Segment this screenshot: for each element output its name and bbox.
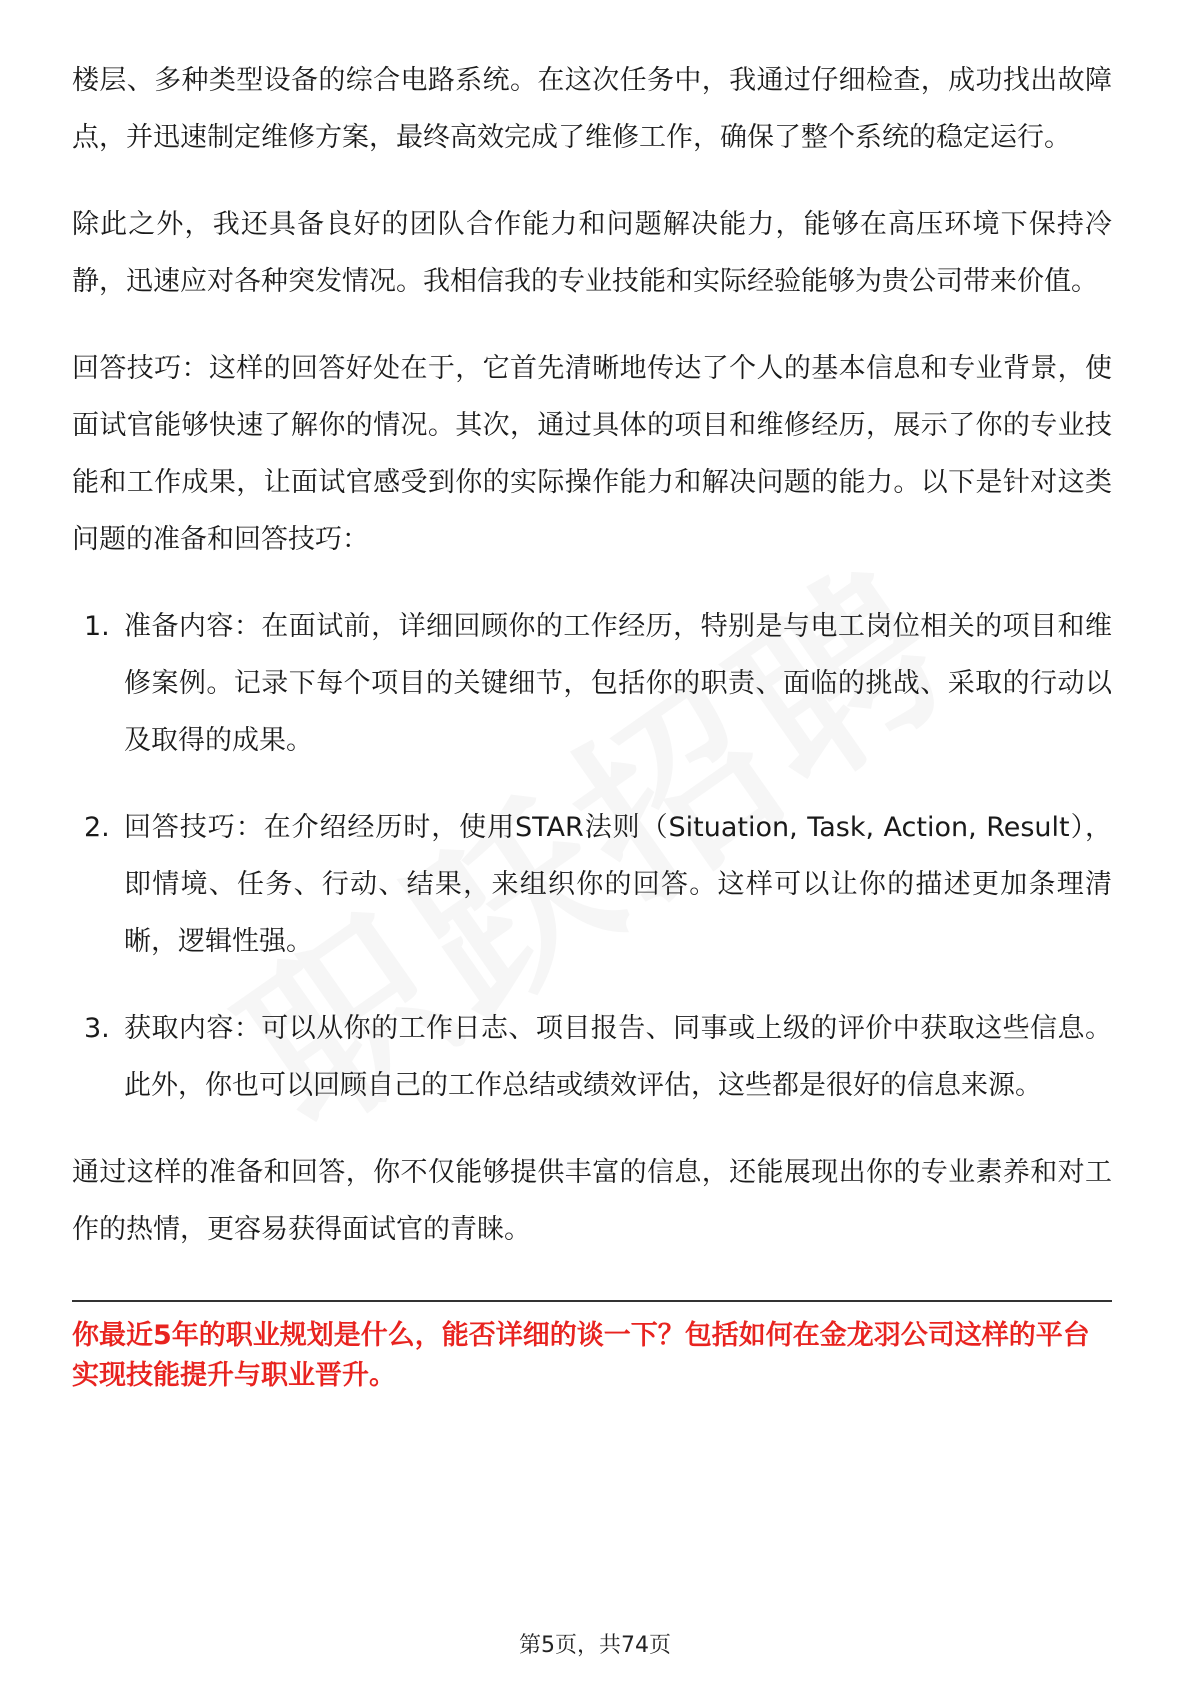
- list-text: 准备内容：在面试前，详细回顾你的工作经历，特别是与电工岗位相关的项目和维修案例。记录下每个项目的关键细节，包括你的职责、面临的挑战、采取的行动以及取得的成果。: [124, 611, 1112, 756]
- list-number: 1.: [84, 611, 110, 642]
- list-number: 3.: [84, 1013, 110, 1044]
- paragraph-1: 楼层、多种类型设备的综合电路系统。在这次任务中，我通过仔细检查，成功找出故障点，并迅速制定维修方案，最终高效完成了维修工作，确保了整个系统的稳定运行。: [72, 65, 1112, 153]
- paragraph-3: 回答技巧：这样的回答好处在于，它首先清晰地传达了个人的基本信息和专业背景，使面试官能够快速了解你的情况。其次，通过具体的项目和维修经历，展示了你的专业技能和工作成果，让面试官感受到你的实际操作能力和解决问题的能力。以下是针对这类问题的准备和回答技巧：: [72, 353, 1112, 555]
- document-page: [72, 52, 1112, 1396]
- list-number: 2.: [84, 812, 110, 843]
- tips-list: [72, 598, 1112, 1114]
- page-footer: 第5页，共74页: [519, 1633, 671, 1658]
- list-item: [72, 799, 1112, 970]
- list-item: [72, 1000, 1112, 1114]
- paragraph-summary: 通过这样的准备和回答，你不仅能够提供丰富的信息，还能展现出你的专业素养和对工作的热情，更容易获得面试官的青睐。: [72, 1157, 1112, 1245]
- list-item: [72, 598, 1112, 769]
- question-heading: 你最近5年的职业规划是什么，能否详细的谈一下？包括如何在金龙羽公司这样的平台实现技能提升与职业晋升。: [72, 1320, 1090, 1391]
- section-divider: [72, 1300, 1112, 1302]
- list-text: 获取内容：可以从你的工作日志、项目报告、同事或上级的评价中获取这些信息。此外，你也可以回顾自己的工作总结或绩效评估，这些都是很好的信息来源。: [124, 1013, 1112, 1101]
- list-text: 回答技巧：在介绍经历时，使用STAR法则（Situation, Task, Action, Result），即情境、任务、行动、结果，来组织你的回答。这样可以让你的描述更加条理清晰，逻辑性强。: [124, 812, 1112, 957]
- paragraph-2: 除此之外，我还具备良好的团队合作能力和问题解决能力，能够在高压环境下保持冷静，迅速应对各种突发情况。我相信我的专业技能和实际经验能够为贵公司带来价值。: [72, 209, 1112, 297]
